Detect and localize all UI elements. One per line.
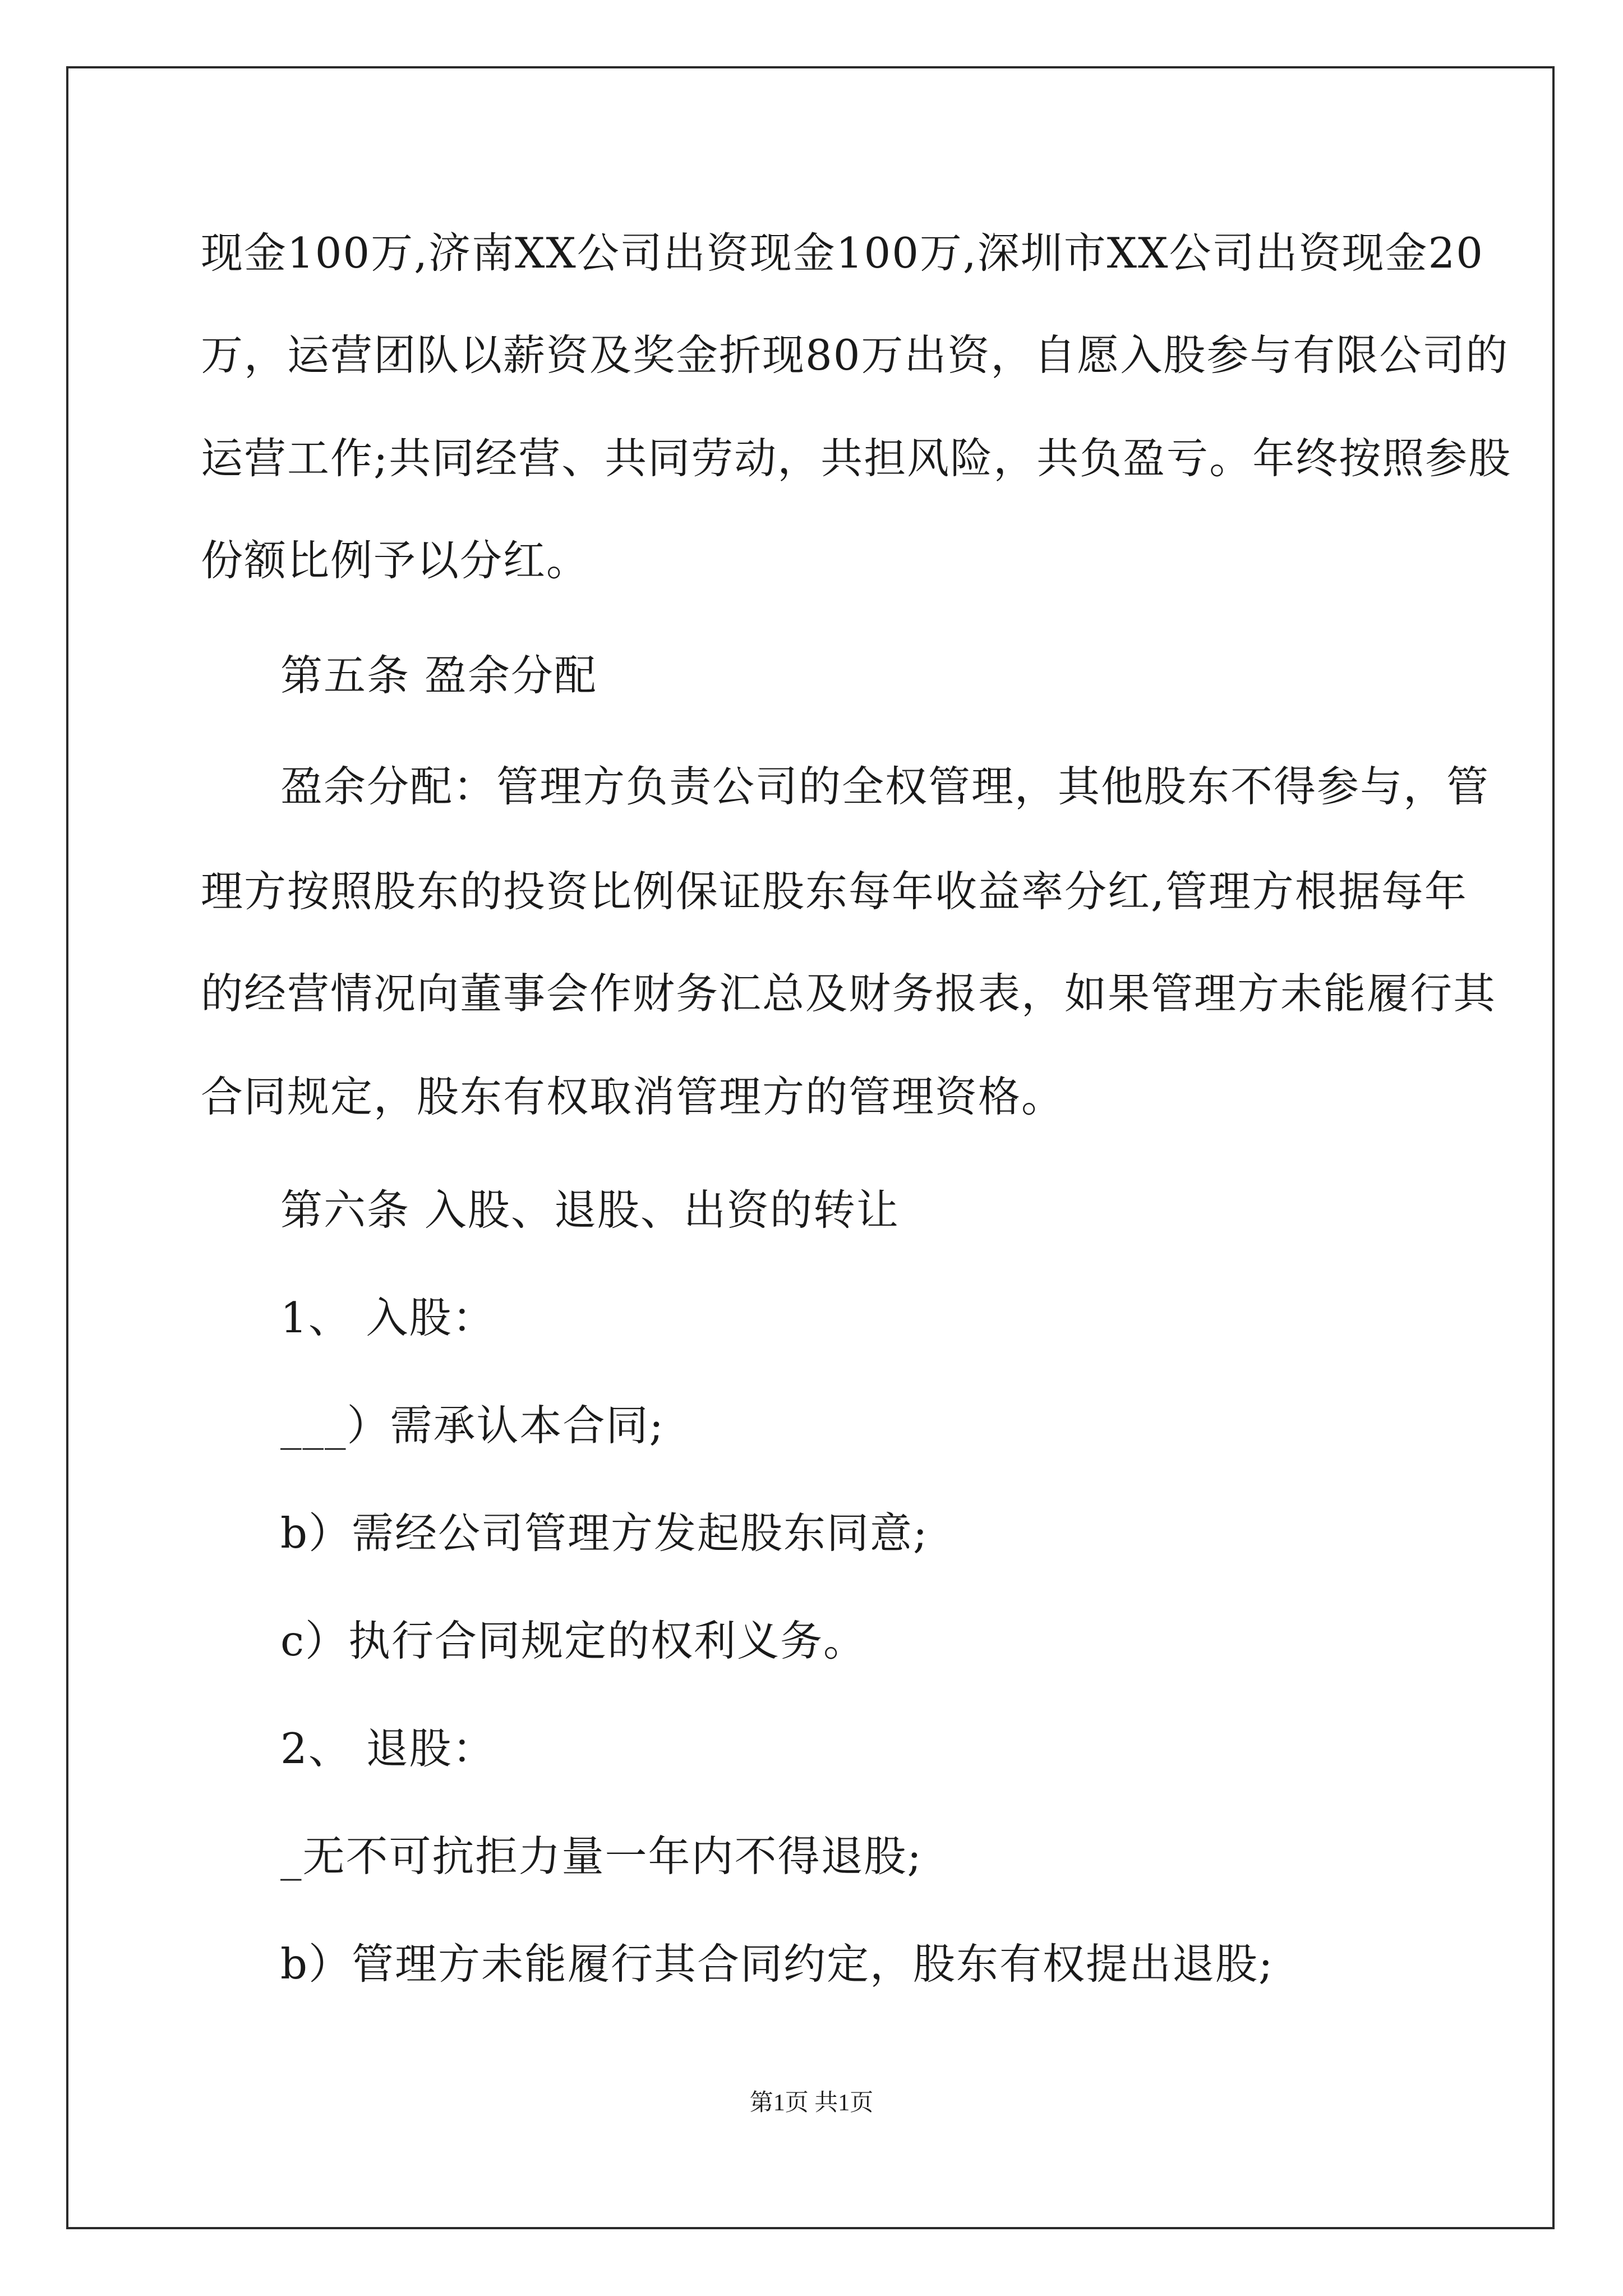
paragraph-line: 万，运营团队以薪资及奖金折现80万出资，自愿入股参与有限公司的 — [201, 330, 1509, 380]
list-item: b）管理方未能履行其合同约定，股东有权提出退股; — [280, 1939, 1274, 1989]
article-heading: 第六条 入股、退股、出资的转让 — [280, 1185, 900, 1235]
list-item: b）需经公司管理方发起股东同意; — [280, 1508, 929, 1558]
paragraph-line: 合同规定，股东有权取消管理方的管理资格。 — [201, 1072, 1065, 1121]
list-item: ___）需承认本合同; — [280, 1401, 665, 1450]
list-item: c）执行合同规定的权利义务。 — [280, 1616, 867, 1665]
page-number: 第1页 共1页 — [749, 2090, 874, 2116]
paragraph-line: 现金100万,济南XX公司出资现金100万,深圳市XX公司出资现金20 — [201, 228, 1484, 278]
list-item: _无不可抗拒力量一年内不得退股; — [280, 1832, 923, 1881]
paragraph-line: 理方按照股东的投资比例保证股东每年收益率分红,管理方根据每年 — [201, 867, 1468, 916]
paragraph-line: 盈余分配：管理方负责公司的全权管理，其他股东不得参与，管 — [280, 762, 1490, 811]
page-border — [66, 66, 1555, 2229]
article-heading: 第五条 盈余分配 — [280, 651, 597, 700]
paragraph-line: 份额比例予以分红。 — [201, 536, 590, 585]
paragraph-line: 的经营情况向董事会作财务汇总及财务报表，如果管理方未能履行其 — [201, 969, 1497, 1018]
section-heading: 2、 退股： — [280, 1724, 496, 1773]
paragraph-line: 运营工作;共同经营、共同劳动，共担风险，共负盈亏。年终按照参股 — [201, 434, 1512, 483]
section-heading: 1、 入股： — [280, 1293, 496, 1342]
